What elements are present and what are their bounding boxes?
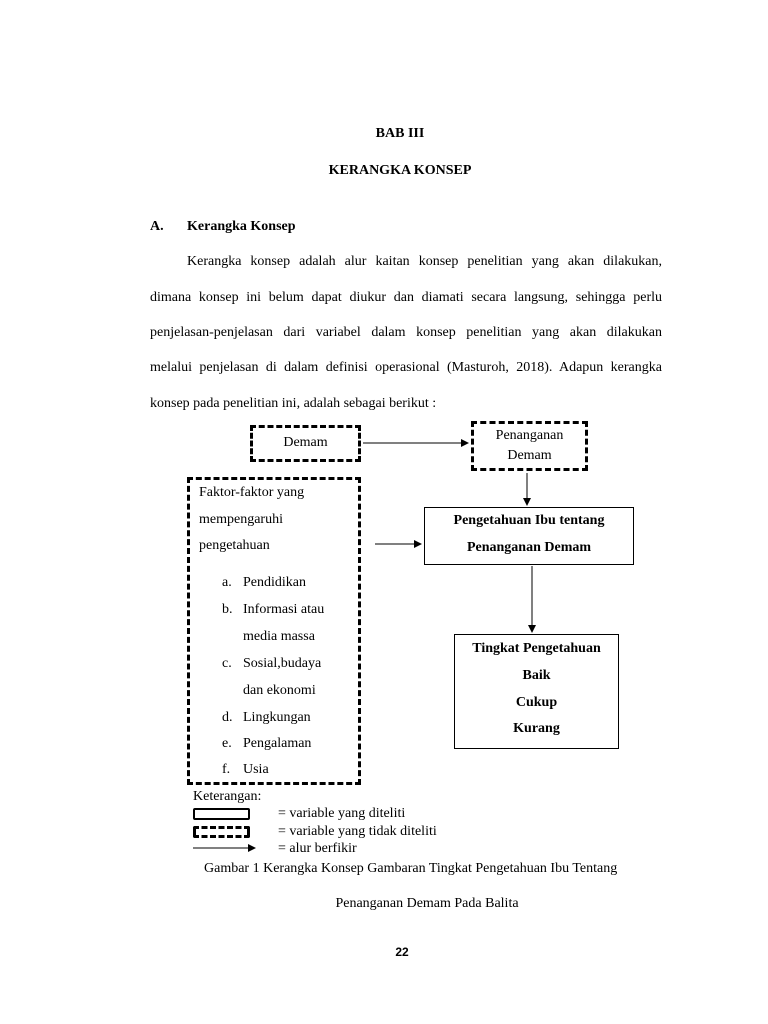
faktor-item-letter: d. xyxy=(222,710,233,725)
section-title: Kerangka Konsep xyxy=(187,219,296,234)
faktor-item-text-cont: media massa xyxy=(243,629,315,644)
figure-caption-line2: Penanganan Demam Pada Balita xyxy=(335,896,519,911)
pengetahuan-label-line2: Penanganan Demam xyxy=(466,540,592,555)
legend-dashed-box-icon xyxy=(193,826,250,838)
faktor-item-text: Pendidikan xyxy=(243,575,306,590)
page-number: 22 xyxy=(395,945,409,959)
faktor-label-line2: mempengaruhi xyxy=(199,512,283,527)
paragraph-line: konsep pada penelitian ini, adalah sebagai berikut : xyxy=(150,396,437,411)
faktor-label-line1: Faktor-faktor yang xyxy=(199,485,305,500)
faktor-item-letter: c. xyxy=(222,656,232,671)
faktor-item-text: Informasi atau xyxy=(243,602,325,617)
section-number: A. xyxy=(150,219,164,234)
chapter-heading: BAB III xyxy=(375,126,425,141)
tingkat-level: Cukup xyxy=(515,695,558,710)
faktor-item-text: Sosial,budaya xyxy=(243,656,322,671)
paragraph-line: Kerangka konsep adalah alur kaitan konsep penelitian yang akan dilakukan, xyxy=(187,254,662,269)
faktor-item-text: Lingkungan xyxy=(243,710,311,725)
legend-dashed-text: = variable yang tidak diteliti xyxy=(278,824,437,839)
faktor-item-letter: f. xyxy=(222,762,231,777)
tingkat-title: Tingkat Pengetahuan xyxy=(472,641,601,656)
faktor-item-text: Pengalaman xyxy=(243,736,312,751)
penanganan-label-line2: Demam xyxy=(507,448,552,463)
faktor-item-text-cont: dan ekonomi xyxy=(243,683,316,698)
demam-label: Demam xyxy=(283,435,328,450)
tingkat-level: Kurang xyxy=(513,721,560,736)
faktor-item-letter: a. xyxy=(222,575,232,590)
figure-caption-line1: Gambar 1 Kerangka Konsep Gambaran Tingkat Pengetahuan Ibu Tentang xyxy=(204,861,618,876)
paragraph-line: dimana konsep ini belum dapat diukur dan diamati secara langsung, sehingga perlu xyxy=(150,290,662,305)
paragraph-line: melalui penjelasan di dalam definisi operasional (Masturoh, 2018). Adapun kerangka xyxy=(150,360,662,375)
legend-solid-box-icon xyxy=(193,808,250,820)
faktor-item-text: Usia xyxy=(243,762,269,777)
chapter-title: KERANGKA KONSEP xyxy=(328,163,472,178)
faktor-label-line3: pengetahuan xyxy=(199,538,270,553)
legend-title: Keterangan: xyxy=(193,789,262,804)
legend-arrow-text: = alur berfikir xyxy=(278,841,357,856)
tingkat-level: Baik xyxy=(522,668,551,683)
paragraph-line: penjelasan-penjelasan dari variabel dalam konsep penelitian yang akan dilakukan xyxy=(150,325,662,340)
faktor-item-letter: b. xyxy=(222,602,233,617)
legend-solid-text: = variable yang diteliti xyxy=(278,806,406,821)
pengetahuan-label-line1: Pengetahuan Ibu tentang xyxy=(453,513,605,528)
penanganan-label-line1: Penanganan xyxy=(495,428,564,443)
faktor-item-letter: e. xyxy=(222,736,232,751)
